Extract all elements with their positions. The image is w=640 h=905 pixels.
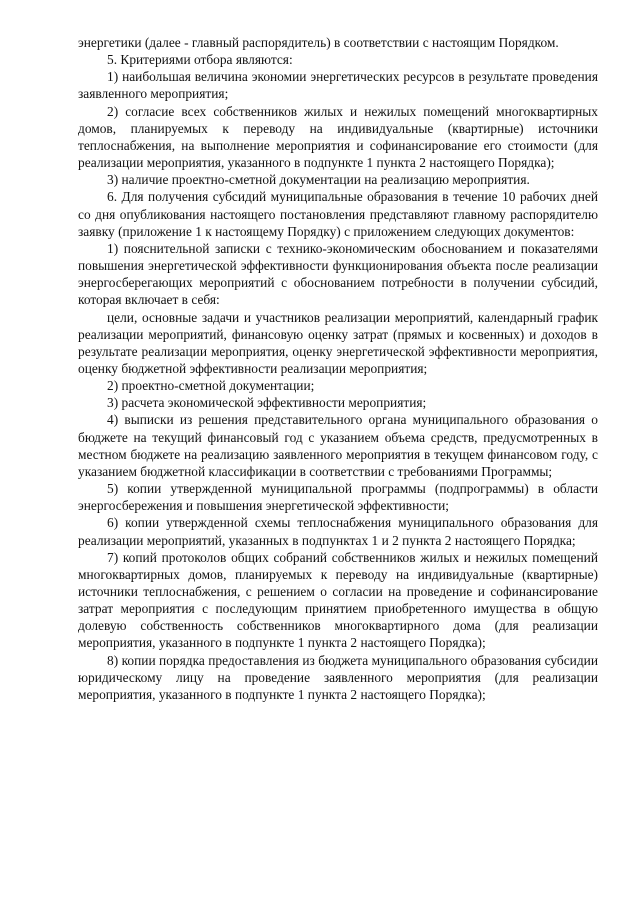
paragraph-document-3: 3) расчета экономической эффективности мероприятия; xyxy=(107,395,427,411)
paragraph-document-6: 6) копии утвержденной схемы теплоснабжения муниципального образования для реализации мероприятий, указанных в подпунктах 1 и 2 пункта 2 настоящего Порядка; xyxy=(78,515,598,548)
paragraph-item-6: 6. Для получения субсидий муниципальные образования в течение 10 рабочих дней со дня опубликования настоящего постановления представляют главному распорядителю заявку (приложение 1 к настоящему Порядку) с приложением следующих документов: xyxy=(78,189,598,239)
paragraph-document-7: 7) копий протоколов общих собраний собственников жилых и нежилых помещений многоквартирных домов, планируемых к переводу на индивидуальные (квартирные) источники теплоснабжения, с решением о согласии на проведение и софинансирование затрат мероприятия с последующим принятием приобретенного имущества в общую долевую собственность собственников многоквартирного дома (для реализации мероприятия, указанного в подпункте 1 пункта 2 настоящего Порядка); xyxy=(78,549,598,651)
paragraph-criteria-heading: 5. Критериями отбора являются: xyxy=(107,52,293,68)
paragraph-criterion-2: 2) согласие всех собственников жилых и нежилых помещений многоквартирных домов, планируемых к переводу на индивидуальные (квартирные) источники теплоснабжения, на выполнение мероприятия и софинансирование его стоимости (для реализации мероприятия, указанного в подпункте 1 пункта 2 настоящего Порядка); xyxy=(78,103,598,171)
paragraph-document-5: 5) копии утвержденной муниципальной программы (подпрограммы) в области энергосбережения и повышения энергетической эффективности; xyxy=(78,481,598,514)
document-page xyxy=(78,34,598,703)
paragraph-document-4: 4) выписки из решения представительного органа муниципального образования о бюджете на текущий финансовый год с указанием объема средств, предусмотренных в местном бюджете на реализацию заявленного мероприятия в текущем финансовом году, с указанием бюджетной классификации в соответствии с требованиями Программы; xyxy=(78,412,598,479)
paragraph-document-2: 2) проектно-сметной документации; xyxy=(107,378,315,394)
paragraph-document-1-details: цели, основные задачи и участников реализации мероприятий, календарный график реализации мероприятий, финансовую оценку затрат (прямых и косвенных) и доходов в результате реализации мероприятия, оценку энергетической эффективности мероприятия, оценку бюджетной эффективности реализации мероприятия; xyxy=(78,309,598,376)
paragraph-continuation: энергетики (далее - главный распорядитель) в соответствии с настоящим Порядком. xyxy=(78,35,559,50)
paragraph-document-1: 1) пояснительной записки с технико-экономическим обоснованием и показателями повышения энергетической эффективности функционирования объекта после реализации энергосберегающих мероприятий с обоснованием потребности в получении субсидий, которая включает в себя: xyxy=(78,240,598,308)
paragraph-criterion-3: 3) наличие проектно-сметной документации на реализацию мероприятия. xyxy=(107,172,530,188)
paragraph-document-8: 8) копии порядка предоставления из бюджета муниципального образования субсидии юридическому лицу на проведение заявленного мероприятия (для реализации мероприятия, указанного в подпункте 1 пункта 2 настоящего Порядка); xyxy=(78,652,598,702)
paragraph-criterion-1: 1) наибольшая величина экономии энергетических ресурсов в результате проведения заявленного мероприятия; xyxy=(78,69,598,102)
